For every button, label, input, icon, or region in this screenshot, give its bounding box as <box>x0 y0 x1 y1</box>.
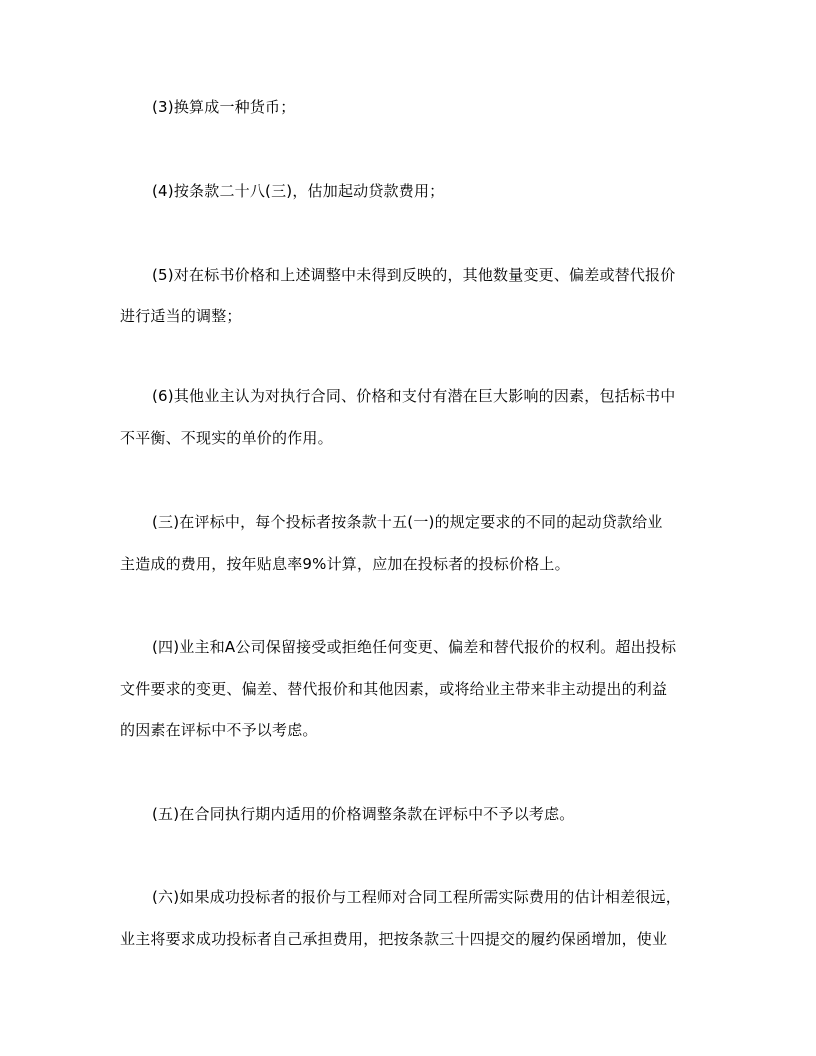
section-4-line-2: 文件要求的变更、偏差、替代报价和其他因素，或将给业主带来非主动提出的利益 <box>120 680 668 698</box>
clause-5-line-2: 进行适当的调整； <box>120 307 242 325</box>
section-4-line-1: (四)业主和A公司保留接受或拒绝任何变更、偏差和替代报价的权利。超出投标 <box>152 638 677 656</box>
clause-6-line-2: 不平衡、不现实的单价的作用。 <box>120 429 333 447</box>
section-6-line-1: (六)如果成功投标者的报价与工程师对合同工程所需实际费用的估计相差很远， <box>152 888 681 906</box>
clause-6-line-1: (6)其他业主认为对执行合同、价格和支付有潜在巨大影响的因素，包括标书中 <box>152 387 676 405</box>
section-6-line-2: 业主将要求成功投标者自己承担费用，把按条款三十四提交的履约保函增加，使业 <box>120 930 668 948</box>
section-4-line-3: 的因素在评标中不予以考虑。 <box>120 721 318 739</box>
section-3-line-1: (三)在评标中，每个投标者按条款十五(一)的规定要求的不同的起动贷款给业 <box>152 513 663 531</box>
clause-3-line: (3)换算成一种货币； <box>152 98 296 116</box>
clause-4-line: (4)按条款二十八(三)，估加起动贷款费用； <box>152 182 445 200</box>
clause-5-line-1: (5)对在标书价格和上述调整中未得到反映的，其他数量变更、偏差或替代报价 <box>152 266 676 284</box>
section-5-line: (五)在合同执行期内适用的价格调整条款在评标中不予以考虑。 <box>152 805 575 823</box>
section-3-line-2: 主造成的费用，按年贴息率9%计算，应加在投标者的投标价格上。 <box>120 555 570 573</box>
